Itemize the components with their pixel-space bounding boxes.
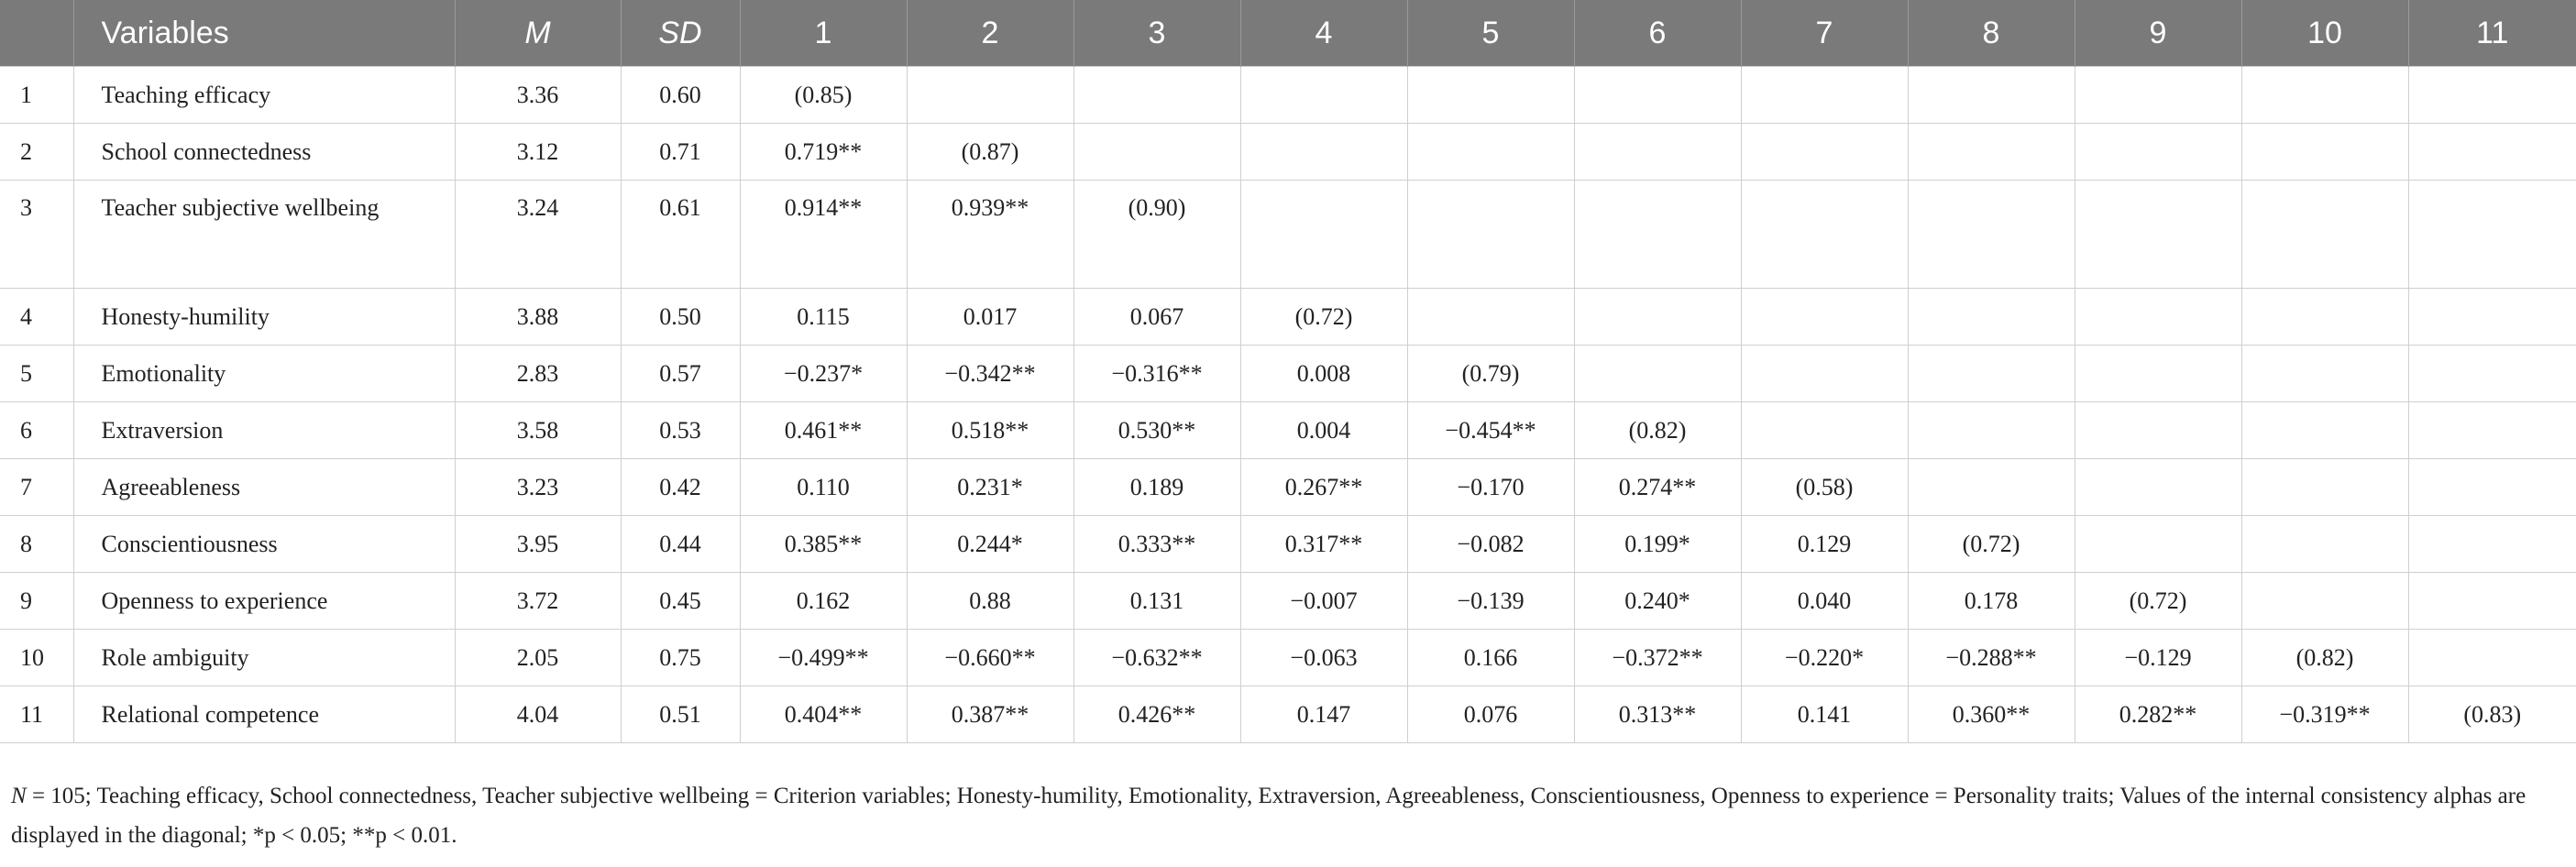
correlation-cell <box>1073 124 1240 181</box>
row-index: 11 <box>0 686 73 743</box>
table-row <box>0 686 2576 743</box>
correlation-cell: (0.82) <box>2241 630 2408 686</box>
table-row <box>0 630 2576 686</box>
correlation-cell: −0.063 <box>1240 630 1407 686</box>
header-col-8: 8 <box>1908 0 2075 67</box>
table-row <box>0 516 2576 573</box>
table-row <box>0 573 2576 630</box>
correlation-cell <box>2408 67 2576 124</box>
row-variable-name: School connectedness <box>73 124 455 181</box>
correlation-cell: 0.240* <box>1574 573 1741 630</box>
correlation-cell: 0.404** <box>740 686 907 743</box>
header-col-5: 5 <box>1407 0 1574 67</box>
table-body <box>0 67 2576 743</box>
correlation-cell: 0.115 <box>740 289 907 346</box>
header-col-6: 6 <box>1574 0 1741 67</box>
correlation-cell: −0.129 <box>2075 630 2241 686</box>
table-footnote <box>11 776 2565 855</box>
correlation-cell <box>2408 124 2576 181</box>
row-sd: 0.53 <box>621 402 740 459</box>
correlation-cell <box>2241 402 2408 459</box>
table-row <box>0 67 2576 124</box>
correlation-cell <box>1908 67 2075 124</box>
header-col-7: 7 <box>1741 0 1908 67</box>
correlation-cell: 0.244* <box>907 516 1073 573</box>
correlation-cell <box>2241 289 2408 346</box>
header-col-4: 4 <box>1240 0 1407 67</box>
row-sd: 0.44 <box>621 516 740 573</box>
correlation-cell: 0.267** <box>1240 459 1407 516</box>
table-row <box>0 289 2576 346</box>
correlation-cell: 0.076 <box>1407 686 1574 743</box>
row-mean: 3.36 <box>455 67 621 124</box>
row-mean: 3.24 <box>455 181 621 289</box>
correlation-cell <box>1073 67 1240 124</box>
row-mean: 3.23 <box>455 459 621 516</box>
correlation-cell <box>907 67 1073 124</box>
correlation-cell <box>1574 289 1741 346</box>
correlation-cell <box>2075 346 2241 402</box>
correlation-cell <box>1908 402 2075 459</box>
row-index: 9 <box>0 573 73 630</box>
correlation-cell <box>2075 289 2241 346</box>
row-mean: 4.04 <box>455 686 621 743</box>
correlation-cell <box>2241 181 2408 289</box>
correlation-cell <box>1574 346 1741 402</box>
correlation-cell: (0.83) <box>2408 686 2576 743</box>
correlation-cell: −0.139 <box>1407 573 1574 630</box>
row-sd: 0.71 <box>621 124 740 181</box>
correlation-cell: 0.110 <box>740 459 907 516</box>
correlation-cell: −0.454** <box>1407 402 1574 459</box>
correlation-cell <box>2408 346 2576 402</box>
correlation-cell: 0.461** <box>740 402 907 459</box>
correlation-cell: 0.199* <box>1574 516 1741 573</box>
row-variable-name: Openness to experience <box>73 573 455 630</box>
correlation-cell: 0.129 <box>1741 516 1908 573</box>
correlation-cell <box>1574 181 1741 289</box>
header-col-11: 11 <box>2408 0 2576 67</box>
row-sd: 0.60 <box>621 67 740 124</box>
correlation-cell: 0.141 <box>1741 686 1908 743</box>
correlation-cell: (0.87) <box>907 124 1073 181</box>
header-col-2: 2 <box>907 0 1073 67</box>
correlation-cell <box>1240 181 1407 289</box>
correlation-cell: −0.319** <box>2241 686 2408 743</box>
correlation-cell: 0.040 <box>1741 573 1908 630</box>
header-index <box>0 0 73 67</box>
correlation-cell: −0.170 <box>1407 459 1574 516</box>
correlation-cell <box>1741 346 1908 402</box>
correlation-cell <box>1908 289 2075 346</box>
correlation-cell: −0.316** <box>1073 346 1240 402</box>
correlation-cell: 0.231* <box>907 459 1073 516</box>
correlation-cell <box>2241 124 2408 181</box>
header-col-3: 3 <box>1073 0 1240 67</box>
row-variable-name: Honesty-humility <box>73 289 455 346</box>
correlation-cell: (0.72) <box>1240 289 1407 346</box>
correlation-cell <box>1741 402 1908 459</box>
correlation-cell: −0.220* <box>1741 630 1908 686</box>
row-index: 4 <box>0 289 73 346</box>
correlation-cell: (0.72) <box>2075 573 2241 630</box>
correlation-cell: 0.88 <box>907 573 1073 630</box>
correlation-cell: (0.85) <box>740 67 907 124</box>
correlation-cell <box>2408 459 2576 516</box>
row-mean: 3.72 <box>455 573 621 630</box>
correlation-cell: (0.72) <box>1908 516 2075 573</box>
correlation-cell <box>2241 346 2408 402</box>
correlation-cell <box>2408 181 2576 289</box>
correlation-cell: 0.131 <box>1073 573 1240 630</box>
correlation-cell <box>2241 459 2408 516</box>
correlation-cell: −0.007 <box>1240 573 1407 630</box>
correlation-cell <box>1407 181 1574 289</box>
correlation-cell: −0.632** <box>1073 630 1240 686</box>
row-variable-name: Emotionality <box>73 346 455 402</box>
correlation-cell: −0.237* <box>740 346 907 402</box>
correlation-cell <box>1908 459 2075 516</box>
correlation-cell: (0.90) <box>1073 181 1240 289</box>
correlation-cell <box>1574 67 1741 124</box>
table-row <box>0 459 2576 516</box>
correlation-cell <box>2408 573 2576 630</box>
correlation-cell: 0.166 <box>1407 630 1574 686</box>
row-sd: 0.57 <box>621 346 740 402</box>
header-col-1: 1 <box>740 0 907 67</box>
correlation-cell <box>1741 124 1908 181</box>
correlation-cell: 0.067 <box>1073 289 1240 346</box>
row-index: 1 <box>0 67 73 124</box>
row-mean: 3.95 <box>455 516 621 573</box>
row-mean: 3.12 <box>455 124 621 181</box>
row-variable-name: Conscientiousness <box>73 516 455 573</box>
correlation-cell: 0.178 <box>1908 573 2075 630</box>
correlation-cell: 0.530** <box>1073 402 1240 459</box>
row-mean: 3.58 <box>455 402 621 459</box>
correlation-cell: 0.317** <box>1240 516 1407 573</box>
correlation-cell: 0.189 <box>1073 459 1240 516</box>
table-row <box>0 346 2576 402</box>
correlation-cell <box>1908 124 2075 181</box>
correlation-cell: 0.333** <box>1073 516 1240 573</box>
correlation-cell: 0.385** <box>740 516 907 573</box>
correlation-cell: 0.008 <box>1240 346 1407 402</box>
correlation-cell <box>2408 289 2576 346</box>
correlation-cell <box>2075 67 2241 124</box>
correlation-cell <box>2408 516 2576 573</box>
correlation-cell <box>2241 516 2408 573</box>
header-col-9: 9 <box>2075 0 2241 67</box>
correlation-cell: 0.939** <box>907 181 1073 289</box>
table-row <box>0 181 2576 289</box>
row-index: 3 <box>0 181 73 289</box>
correlation-cell <box>2075 459 2241 516</box>
row-index: 10 <box>0 630 73 686</box>
correlation-cell: 0.147 <box>1240 686 1407 743</box>
table-row <box>0 124 2576 181</box>
row-sd: 0.75 <box>621 630 740 686</box>
row-index: 5 <box>0 346 73 402</box>
correlation-cell <box>1741 67 1908 124</box>
correlation-cell: (0.79) <box>1407 346 1574 402</box>
correlation-cell: 0.360** <box>1908 686 2075 743</box>
table-header-row <box>0 0 2576 67</box>
correlation-cell: −0.499** <box>740 630 907 686</box>
row-sd: 0.61 <box>621 181 740 289</box>
correlation-cell <box>1407 289 1574 346</box>
row-variable-name: Teacher subjective wellbeing <box>73 181 455 289</box>
correlation-cell <box>2075 181 2241 289</box>
row-variable-name: Relational competence <box>73 686 455 743</box>
correlation-cell <box>1407 124 1574 181</box>
correlation-cell: 0.518** <box>907 402 1073 459</box>
row-index: 7 <box>0 459 73 516</box>
correlation-cell: (0.82) <box>1574 402 1741 459</box>
correlation-cell <box>2241 67 2408 124</box>
row-sd: 0.45 <box>621 573 740 630</box>
correlation-cell <box>1240 124 1407 181</box>
correlation-cell: (0.58) <box>1741 459 1908 516</box>
correlation-cell: 0.426** <box>1073 686 1240 743</box>
header-sd: SD <box>621 0 740 67</box>
row-mean: 2.05 <box>455 630 621 686</box>
row-sd: 0.42 <box>621 459 740 516</box>
correlation-cell: 0.282** <box>2075 686 2241 743</box>
correlation-cell <box>1908 181 2075 289</box>
correlation-cell: 0.004 <box>1240 402 1407 459</box>
correlation-cell <box>1908 346 2075 402</box>
row-sd: 0.51 <box>621 686 740 743</box>
correlation-cell: 0.017 <box>907 289 1073 346</box>
correlation-cell <box>1741 181 1908 289</box>
correlation-cell <box>1407 67 1574 124</box>
correlation-cell: 0.719** <box>740 124 907 181</box>
correlation-cell: 0.914** <box>740 181 907 289</box>
row-variable-name: Extraversion <box>73 402 455 459</box>
correlation-cell: −0.082 <box>1407 516 1574 573</box>
correlation-cell: −0.372** <box>1574 630 1741 686</box>
correlation-cell <box>1240 67 1407 124</box>
row-mean: 3.88 <box>455 289 621 346</box>
row-mean: 2.83 <box>455 346 621 402</box>
row-index: 8 <box>0 516 73 573</box>
row-variable-name: Teaching efficacy <box>73 67 455 124</box>
correlation-cell: −0.288** <box>1908 630 2075 686</box>
row-variable-name: Agreeableness <box>73 459 455 516</box>
correlation-cell <box>2075 124 2241 181</box>
header-col-10: 10 <box>2241 0 2408 67</box>
correlation-cell <box>2241 573 2408 630</box>
correlation-cell <box>1574 124 1741 181</box>
footnote-text: = 105; Teaching efficacy, School connectedness, Teacher subjective wellbeing = Criterion variables; Honesty-humility, Emotionality, Extraversion, Agreeableness, Conscientiousness, Openness to experience = Personality traits; Values of the internal consistency alphas are displayed in the diagonal; *p < 0.05; **p < 0.01. <box>11 784 2526 848</box>
correlation-cell <box>2075 516 2241 573</box>
correlation-cell: −0.660** <box>907 630 1073 686</box>
correlation-cell: 0.274** <box>1574 459 1741 516</box>
footnote-n-symbol: N <box>11 784 27 808</box>
row-sd: 0.50 <box>621 289 740 346</box>
row-index: 6 <box>0 402 73 459</box>
correlation-cell <box>2408 402 2576 459</box>
header-variables: Variables <box>73 0 455 67</box>
correlation-cell: 0.313** <box>1574 686 1741 743</box>
correlation-cell <box>1741 289 1908 346</box>
row-variable-name: Role ambiguity <box>73 630 455 686</box>
correlation-cell <box>2408 630 2576 686</box>
table-row <box>0 402 2576 459</box>
row-index: 2 <box>0 124 73 181</box>
correlation-cell: −0.342** <box>907 346 1073 402</box>
correlation-cell: 0.162 <box>740 573 907 630</box>
correlation-cell <box>2075 402 2241 459</box>
header-mean: M <box>455 0 621 67</box>
correlation-cell: 0.387** <box>907 686 1073 743</box>
